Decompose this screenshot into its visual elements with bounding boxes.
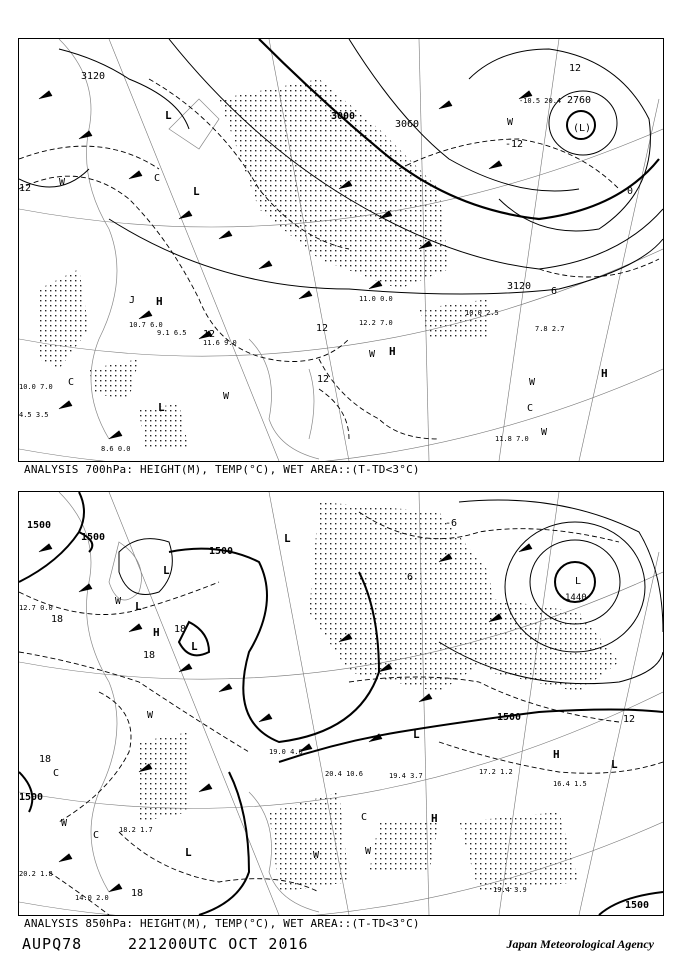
station-obs: 17.2 1.2 xyxy=(479,768,513,776)
agency-name: Japan Meteorological Agency xyxy=(506,937,654,951)
station-obs: 19.4 3.9 xyxy=(493,886,527,894)
isotherm-label: -6 xyxy=(445,518,458,529)
isotherm-label: 12 xyxy=(317,374,330,385)
pressure-center: W xyxy=(115,596,122,607)
height-label: 3000 xyxy=(331,111,356,122)
pressure-center: W xyxy=(369,349,376,360)
pressure-center: H xyxy=(553,748,560,761)
station-obs: 19.0 4.0 xyxy=(269,748,303,756)
isotherm-label: 18 xyxy=(39,754,52,765)
station-obs: 12.7 0.0 xyxy=(19,604,53,612)
pressure-center: W xyxy=(313,850,320,861)
station-obs: 11.0 0.0 xyxy=(359,295,393,303)
station-obs: 12.2 7.0 xyxy=(359,319,393,327)
pressure-center: W xyxy=(529,377,536,388)
pressure-center: W xyxy=(541,427,548,438)
pressure-center: W xyxy=(507,117,514,128)
pressure-center: W xyxy=(365,846,372,857)
station-obs: 8.6 0.0 xyxy=(101,445,131,453)
pressure-center: W xyxy=(61,818,68,829)
isotherm-label: 18 xyxy=(143,650,156,661)
caption-850hpa: ANALYSIS 850hPa: HEIGHT(M), TEMP(°C), WET AREA::(T-TD<3°C) xyxy=(24,917,420,930)
isotherm-label: 18 xyxy=(174,624,187,635)
station-obs: 16.4 1.5 xyxy=(553,780,587,788)
isotherm-label: 18 xyxy=(131,888,144,899)
pressure-center: W xyxy=(223,391,230,402)
wet-area-850 xyxy=(139,502,619,892)
height-label: 1500 xyxy=(625,900,650,911)
station-obs: 9.1 6.5 xyxy=(157,329,187,337)
isotherm-label: 12 xyxy=(569,63,582,74)
pressure-center: L xyxy=(163,564,170,577)
pressure-center: L xyxy=(135,600,142,613)
pressure-center: C xyxy=(53,768,60,779)
pressure-center: (L) xyxy=(573,123,592,134)
station-obs: 14.0 2.0 xyxy=(75,894,109,902)
analysis-time: 221200UTC OCT 2016 xyxy=(128,935,309,953)
pressure-center: L xyxy=(193,185,200,198)
isotherm-label: 12 xyxy=(19,183,32,194)
station-obs: 20.2 1.8 xyxy=(19,870,53,878)
station-obs: 11.6 9.0 xyxy=(203,339,237,347)
height-label: 1500 xyxy=(497,712,522,723)
pressure-center: L xyxy=(185,846,192,859)
height-label: 3060 xyxy=(395,119,420,130)
pressure-center: J xyxy=(129,295,136,306)
height-label: 1500 xyxy=(209,546,234,557)
isotherm-label: 6 xyxy=(407,572,414,583)
bulletin-code: AUPQ78 xyxy=(22,935,83,953)
pressure-center: L xyxy=(611,758,618,771)
height-label: 3120 xyxy=(81,71,106,82)
map-850hpa xyxy=(18,491,664,916)
isotherm-label: -12 xyxy=(505,139,524,150)
map-700hpa xyxy=(18,38,664,462)
station-obs: 18.2 1.7 xyxy=(119,826,153,834)
pressure-center: L xyxy=(191,640,198,653)
station-obs: 20.4 10.6 xyxy=(325,770,363,778)
isotherm-label: 12 xyxy=(623,714,636,725)
station-obs: 10.7 6.0 xyxy=(129,321,163,329)
isotherm-label: 12 xyxy=(316,323,329,334)
height-label: 1440 xyxy=(565,593,587,603)
station-obs: 19.4 3.7 xyxy=(389,772,423,780)
station-obs: 7.8 2.7 xyxy=(535,325,565,333)
isotherm-label: 12 xyxy=(203,329,216,340)
pressure-center: H xyxy=(389,345,396,358)
station-obs: 4.5 3.5 xyxy=(19,411,49,419)
pressure-center: L xyxy=(413,728,420,741)
isotherm-label: 18 xyxy=(51,614,64,625)
height-label: 3120 xyxy=(507,281,532,292)
isotherm-label: 0 xyxy=(627,186,634,197)
isotherm-label: 6 xyxy=(551,286,558,297)
station-obs: -10.5 20.4 xyxy=(519,97,562,105)
pressure-center: H xyxy=(153,626,160,639)
pressure-center: L xyxy=(284,532,291,545)
pressure-center: C xyxy=(361,812,368,823)
station-obs: 11.8 7.0 xyxy=(495,435,529,443)
pressure-center: L xyxy=(165,109,172,122)
pressure-center: L xyxy=(158,401,165,414)
pressure-center: H xyxy=(156,295,163,308)
station-obs: 10.0 7.0 xyxy=(19,383,53,391)
height-label: 1500 xyxy=(19,792,44,803)
pressure-center: L xyxy=(575,576,582,587)
caption-700hpa: ANALYSIS 700hPa: HEIGHT(M), TEMP(°C), WET AREA::(T-TD<3°C) xyxy=(24,463,420,476)
pressure-center: W xyxy=(59,177,66,188)
height-label: 1500 xyxy=(81,532,106,543)
station-obs: 10.0 2.5 xyxy=(465,309,499,317)
pressure-center: W xyxy=(147,710,154,721)
height-label: 1500 xyxy=(27,520,52,531)
height-label: 2760 xyxy=(567,95,592,106)
pressure-center: C xyxy=(527,403,534,414)
pressure-center: C xyxy=(93,830,100,841)
pressure-center: H xyxy=(431,812,438,825)
map-850hpa-canvas xyxy=(19,492,663,915)
pressure-center: C xyxy=(68,377,75,388)
pressure-center: H xyxy=(601,367,608,380)
pressure-center: C xyxy=(154,173,161,184)
map-700hpa-canvas xyxy=(19,39,663,461)
